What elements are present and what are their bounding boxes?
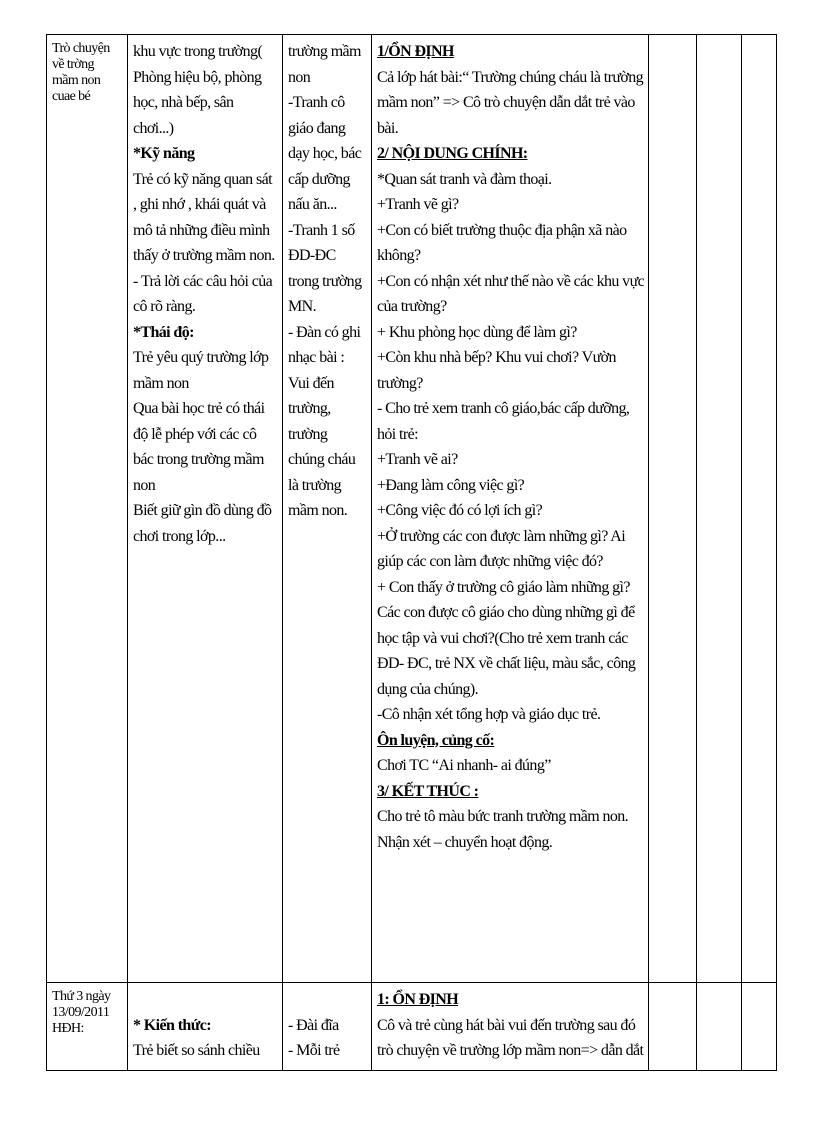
text-line: non	[288, 68, 311, 86]
text-line: -Tranh 1 số	[288, 221, 355, 239]
text-line: ĐD-ĐC	[288, 247, 336, 264]
text-line: Vui đến	[288, 374, 334, 392]
empty-cell	[649, 983, 697, 1071]
text-line: 3/ KẾT THÚC :	[377, 782, 479, 800]
table-row	[47, 35, 777, 983]
text-line: giáo đang	[288, 119, 346, 137]
text-line: Cả lớp hát bài:“ Trường chúng cháu là trường	[377, 68, 644, 86]
text-line: mầm non” => Cô trò chuyện dẫn dắt trẻ vào	[377, 94, 635, 111]
text-line: Chơi TC “Ai nhanh- ai đúng”	[377, 757, 551, 774]
text-line: HĐH:	[52, 1021, 84, 1036]
text-line: hỏi trẻ:	[377, 425, 418, 443]
text-line: cô rõ ràng.	[133, 298, 196, 315]
materials-cell	[283, 983, 372, 1071]
text-line: - Mỗi trẻ	[288, 1042, 340, 1059]
text-line: +Con có nhận xét như thế nào về các khu vực	[377, 272, 644, 290]
activity-cell	[47, 983, 128, 1071]
text-line: Các con được cô giáo cho dùng những gì để	[377, 604, 635, 621]
text-line: trường mầm	[288, 43, 361, 60]
text-line: -Tranh cô	[288, 94, 345, 111]
table-row	[47, 983, 777, 1071]
text-line: mầm non	[133, 374, 189, 392]
text-line: Trẻ biết so sánh chiều	[133, 1042, 260, 1059]
activity-cell	[47, 35, 128, 983]
text-line: chơi trong lớp...	[133, 527, 226, 545]
text-line: trong trường	[288, 272, 362, 290]
text-line: - Đàn có ghi	[288, 323, 361, 341]
text-line: non	[133, 476, 156, 494]
text-line: +Công việc đó có lợi ích gì?	[377, 502, 543, 519]
text-line: + Khu phòng học dùng để làm gì?	[377, 323, 577, 341]
text-line: , ghi nhớ , khái quát và	[133, 196, 266, 213]
text-line: Trẻ yêu quý trường lớp	[133, 349, 269, 366]
text-line: * Kiến thức:	[133, 1016, 211, 1034]
text-line: về trờng	[52, 57, 94, 72]
empty-cell	[742, 35, 777, 983]
text-line: trường?	[377, 374, 423, 392]
text-line: Phòng hiệu bộ, phòng	[133, 68, 262, 86]
text-line: độ lễ phép với các cô	[133, 425, 257, 443]
text-line: 1: ỔN ĐỊNH	[377, 991, 459, 1008]
lesson-plan-table	[46, 34, 777, 1071]
text-line: Thứ 3 ngày	[52, 989, 111, 1004]
procedure-cell	[372, 35, 649, 983]
text-line: mô tả những điều mình	[133, 221, 270, 239]
text-line: cuae bé	[52, 89, 91, 104]
text-line: dạy học, bác	[288, 145, 362, 162]
text-line: -Cô nhận xét tổng hợp và giáo dục trẻ.	[377, 706, 601, 723]
text-line: Biết giữ gìn đồ dùng đồ	[133, 502, 272, 519]
empty-cell	[697, 35, 742, 983]
text-line: mầm non	[52, 73, 101, 88]
empty-cell	[697, 983, 742, 1071]
procedure-cell	[372, 983, 649, 1071]
text-line: Cô và trẻ cùng hát bài vui đến trường sau đó	[377, 1016, 636, 1034]
text-line: - Cho trẻ xem tranh cô giáo,bác cấp dưỡng,	[377, 400, 630, 417]
text-line: Ôn luyện, củng cố:	[377, 731, 495, 749]
text-line: thấy ở trường mầm non.	[133, 247, 275, 264]
text-line: khu vực trong trường(	[133, 43, 263, 60]
text-line: +Còn khu nhà bếp? Khu vui chơi? Vườn	[377, 349, 616, 366]
text-line: Qua bài học trẻ có thái	[133, 400, 265, 417]
text-line: trường	[288, 425, 328, 443]
text-line: dụng của chúng).	[377, 680, 479, 698]
empty-cell	[742, 983, 777, 1071]
text-line: bài.	[377, 119, 399, 137]
text-line: 13/09/2011	[52, 1005, 110, 1020]
text-line: - Đài đĩa	[288, 1016, 339, 1034]
empty-cell	[649, 35, 697, 983]
text-line: +Tranh vẽ gì?	[377, 196, 459, 213]
text-line: *Quan sát tranh và đàm thoại.	[377, 170, 552, 188]
objectives-cell	[128, 983, 283, 1071]
text-line: cấp dưỡng	[288, 170, 350, 188]
text-line: học, nhà bếp, sân	[133, 94, 234, 111]
text-line: 1/ỔN ĐỊNH	[377, 43, 454, 60]
text-line: Trẻ có kỹ năng quan sát	[133, 170, 272, 188]
text-line: MN.	[288, 298, 316, 315]
text-line: không?	[377, 247, 421, 264]
text-line: + Con thấy ở trường cô giáo làm những gì?	[377, 578, 630, 596]
text-line: học tập và vui chơi?(Cho trẻ xem tranh các	[377, 629, 628, 647]
text-line: Cho trẻ tô màu bức tranh trường mầm non.	[377, 808, 629, 825]
text-line: Nhận xét – chuyển hoạt động.	[377, 833, 553, 851]
text-line: là trường	[288, 476, 342, 494]
text-line: +Tranh vẽ ai?	[377, 451, 458, 468]
text-line: *Kỹ năng	[133, 145, 195, 162]
text-line: chúng cháu	[288, 451, 356, 468]
text-line: ĐD- ĐC, trẻ NX về chất liệu, màu sắc, công	[377, 655, 636, 672]
text-line: bác trong trường mầm	[133, 451, 264, 468]
text-line: +Con có biết trường thuộc địa phận xã nào	[377, 221, 627, 239]
text-line: mầm non.	[288, 502, 348, 519]
text-line: *Thái độ:	[133, 323, 194, 341]
text-line: của trường?	[377, 298, 447, 315]
text-line: nhạc bài :	[288, 349, 345, 366]
text-line: trường,	[288, 400, 331, 417]
text-line: +Đang làm công việc gì?	[377, 476, 525, 494]
text-line: trò chuyện về trường lớp mầm non=> dẫn dắt	[377, 1042, 644, 1059]
objectives-cell	[128, 35, 283, 983]
text-line: Trò chuyện	[52, 41, 110, 56]
text-line: - Trả lời các câu hỏi của	[133, 272, 273, 290]
text-line: chơi...)	[133, 119, 174, 137]
text-line	[133, 987, 278, 1013]
text-line: +Ở trường các con được làm những gì? Ai	[377, 527, 626, 545]
text-line: 2/ NỘI DUNG CHÍNH:	[377, 145, 528, 162]
text-line: nấu ăn...	[288, 196, 337, 213]
text-line	[288, 987, 367, 1013]
text-line: giúp các con làm được những việc đó?	[377, 553, 603, 570]
materials-cell	[283, 35, 372, 983]
